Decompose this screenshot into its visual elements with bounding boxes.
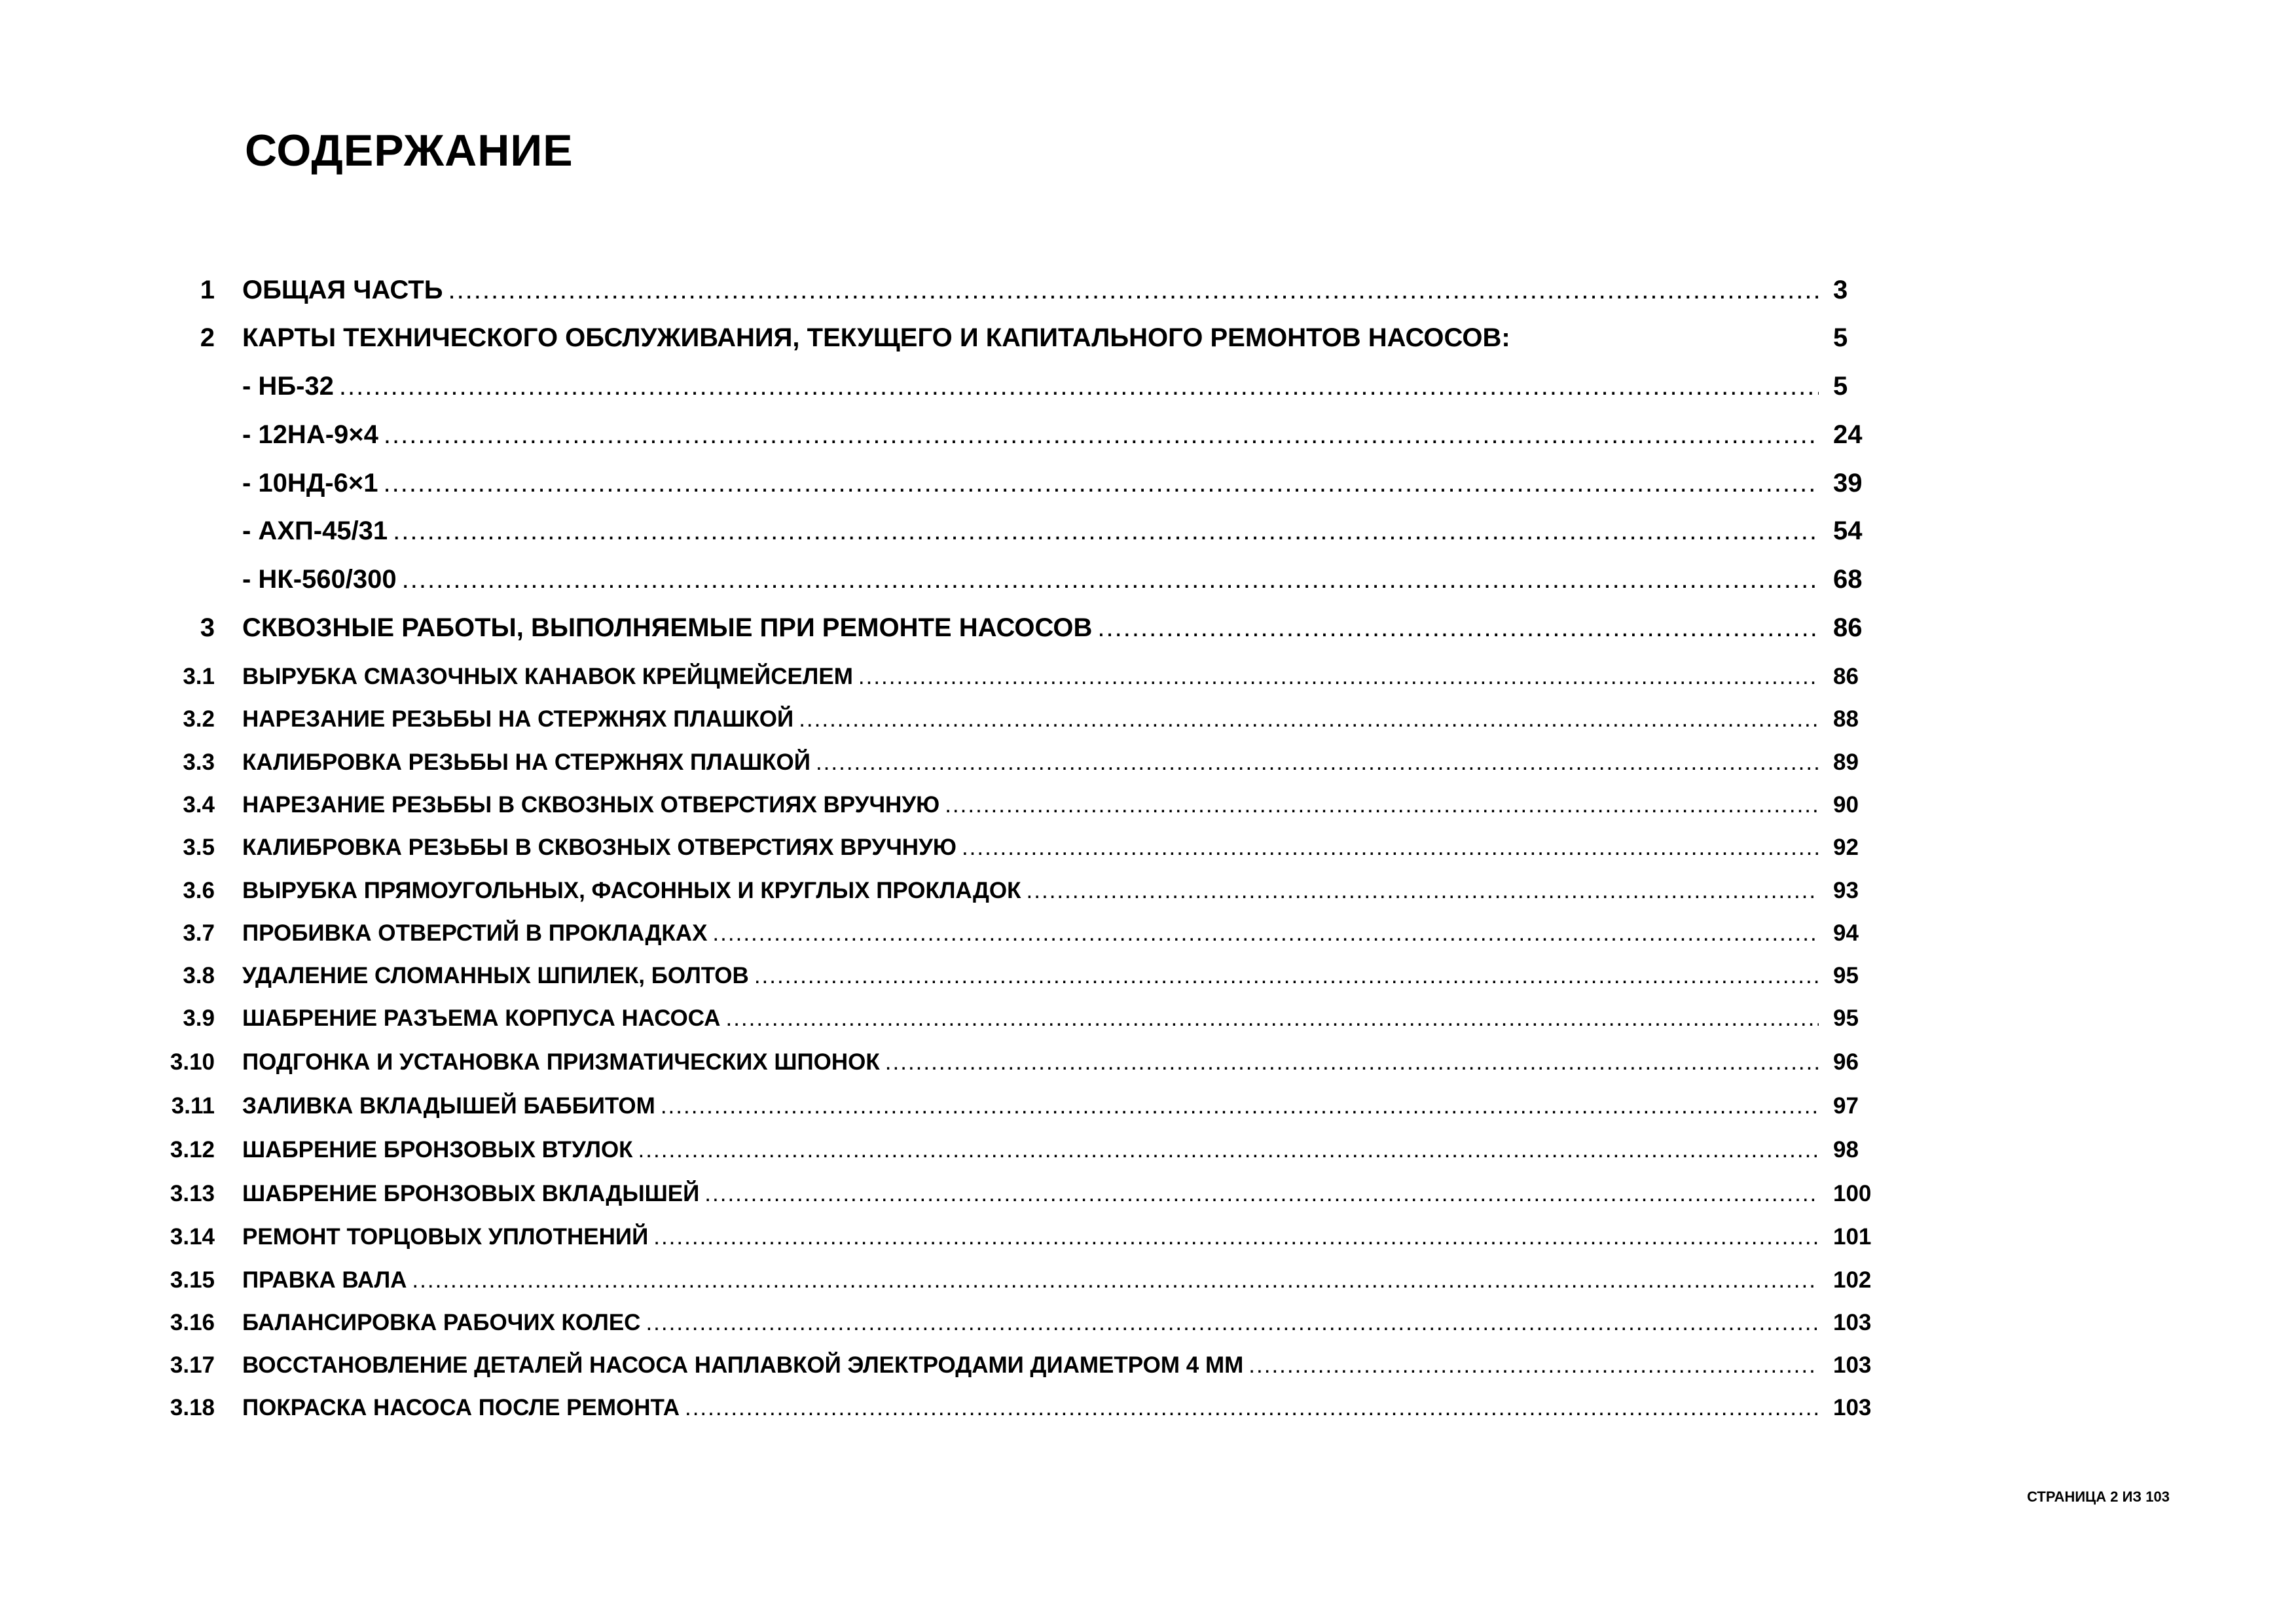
toc-entry-3-18[interactable] (0, 1394, 2296, 1422)
toc-entry-text (242, 515, 1819, 547)
toc-entry-label: РЕМОНТ ТОРЦОВЫХ УПЛОТНЕНИЙ (242, 1224, 649, 1250)
toc-entry-text (242, 1049, 1819, 1076)
toc-leader-dots (945, 791, 1819, 819)
toc-leader-dots (685, 1394, 1819, 1422)
toc-entry-text (242, 663, 1819, 691)
toc-entry-page: 103 (1833, 1352, 1872, 1378)
toc-entry-label: - НК-560/300 (242, 565, 397, 594)
toc-entry-label: ПРОБИВКА ОТВЕРСТИЙ В ПРОКЛАДКАХ (242, 920, 708, 946)
toc-entry-number: 3.5 (183, 835, 215, 860)
toc-entry-label: ШАБРЕНИЕ РАЗЪЕМА КОРПУСА НАСОСА (242, 1005, 721, 1031)
toc-entry-nk[interactable] (0, 564, 2296, 595)
toc-entry-page: 94 (1833, 920, 1859, 946)
toc-leader-dots (661, 1092, 1819, 1120)
toc-entry-page: 95 (1833, 1005, 1859, 1031)
toc-entry-number: 3.10 (170, 1049, 215, 1075)
toc-leader-dots (384, 419, 1819, 450)
toc-entry-3-2[interactable] (0, 706, 2296, 733)
toc-entry-text (242, 834, 1819, 861)
toc-entry-text (242, 877, 1819, 905)
toc-leader-dots (653, 1223, 1819, 1251)
toc-entry-label: ВОССТАНОВЛЕНИЕ ДЕТАЛЕЙ НАСОСА НАПЛАВКОЙ ЭЛЕКТРОДАМИ ДИАМЕТРОМ 4 ММ (242, 1352, 1244, 1378)
toc-entry-3-8[interactable] (0, 962, 2296, 990)
toc-entry-page: 89 (1833, 749, 1859, 775)
toc-leader-dots (638, 1136, 1819, 1164)
toc-entry-text (242, 1309, 1819, 1337)
toc-entry-page: 103 (1833, 1395, 1872, 1420)
toc-entry-label: ПОДГОНКА И УСТАНОВКА ПРИЗМАТИЧЕСКИХ ШПОНОК (242, 1049, 880, 1075)
toc-entry-3-1[interactable] (0, 663, 2296, 691)
toc-entry-label: КАЛИБРОВКА РЕЗЬБЫ НА СТЕРЖНЯХ ПЛАШКОЙ (242, 749, 811, 775)
toc-leader-dots (393, 515, 1819, 547)
toc-entry-text (242, 791, 1819, 819)
toc-entry-text (242, 1267, 1819, 1294)
toc-entry-label: - 12НА-9×4 (242, 420, 378, 449)
toc-entry-label: - НБ-32 (242, 372, 334, 401)
toc-entry-page: 86 (1833, 664, 1859, 689)
toc-entry-number: 3 (200, 613, 215, 642)
toc-entry-text (242, 370, 1819, 402)
toc-entry-label: БАЛАНСИРОВКА РАБОЧИХ КОЛЕС (242, 1310, 641, 1335)
toc-entry-text (242, 962, 1819, 990)
toc-entry-text (242, 920, 1819, 947)
toc-leader-dots (799, 706, 1819, 733)
toc-entry-number: 1 (200, 276, 215, 304)
toc-entry-3[interactable] (0, 612, 2296, 643)
toc-entry-10nd[interactable] (0, 467, 2296, 499)
toc-entry-page: 86 (1833, 613, 1863, 642)
toc-entry-page: 3 (1833, 276, 1848, 304)
toc-entry-label: ШАБРЕНИЕ БРОНЗОВЫХ ВКЛАДЫШЕЙ (242, 1181, 700, 1206)
toc-entry-3-7[interactable] (0, 920, 2296, 947)
toc-entry-3-17[interactable] (0, 1352, 2296, 1379)
toc-entry-3-13[interactable] (0, 1180, 2296, 1208)
toc-entry-text (242, 419, 1819, 450)
toc-entry-number: 3.3 (183, 749, 215, 775)
toc-entry-3-10[interactable] (0, 1049, 2296, 1076)
toc-leader-dots (1097, 612, 1819, 643)
toc-leader-dots (712, 920, 1819, 947)
toc-entry-label: СКВОЗНЫЕ РАБОТЫ, ВЫПОЛНЯЕМЫЕ ПРИ РЕМОНТЕ НАСОСОВ (242, 613, 1093, 642)
toc-leader-dots (1027, 877, 1819, 905)
toc-entry-number: 3.1 (183, 664, 215, 689)
toc-entry-number: 3.18 (170, 1395, 215, 1420)
toc-entry-number: 3.4 (183, 792, 215, 818)
toc-entry-page: 103 (1833, 1310, 1872, 1335)
toc-entry-page: 5 (1833, 372, 1848, 401)
toc-entry-number: 3.2 (183, 706, 215, 732)
toc-entry-page: 68 (1833, 565, 1863, 594)
toc-entry-page: 92 (1833, 835, 1859, 860)
toc-entry-label: ОБЩАЯ ЧАСТЬ (242, 276, 443, 304)
toc-entry-3-15[interactable] (0, 1267, 2296, 1294)
toc-leader-dots (754, 962, 1819, 990)
toc-entry-label: НАРЕЗАНИЕ РЕЗЬБЫ НА СТЕРЖНЯХ ПЛАШКОЙ (242, 706, 794, 732)
toc-entry-page: 96 (1833, 1049, 1859, 1075)
toc-entry-number: 3.11 (171, 1093, 215, 1119)
toc-entry-text (242, 1223, 1819, 1251)
toc-entry-label: ВЫРУБКА СМАЗОЧНЫХ КАНАВОК КРЕЙЦМЕЙСЕЛЕМ (242, 664, 853, 689)
toc-entry-page: 101 (1833, 1224, 1872, 1250)
toc-entry-page: 93 (1833, 878, 1859, 903)
toc-entry-3-16[interactable] (0, 1309, 2296, 1337)
toc-entry-3-3[interactable] (0, 749, 2296, 776)
toc-entry-page: 88 (1833, 706, 1859, 732)
toc-entry-text (242, 274, 1819, 306)
toc-entry-label: - 10НД-6×1 (242, 469, 378, 497)
toc-entry-page: 95 (1833, 963, 1859, 988)
toc-entry-text (242, 1394, 1819, 1422)
toc-entry-number: 3.6 (183, 878, 215, 903)
toc-entry-number: 3.17 (170, 1352, 215, 1378)
toc-leader-dots (885, 1049, 1819, 1076)
toc-entry-number: 3.8 (183, 963, 215, 988)
toc-entry-number: 3.15 (170, 1267, 215, 1293)
toc-entry-label: - АХП-45/31 (242, 516, 388, 545)
toc-entry-label: ВЫРУБКА ПРЯМОУГОЛЬНЫХ, ФАСОННЫХ И КРУГЛЫХ ПРОКЛАДОК (242, 878, 1021, 903)
toc-entry-3-9[interactable] (0, 1005, 2296, 1032)
toc-entry-page: 90 (1833, 792, 1859, 818)
toc-entry-text (242, 1005, 1819, 1032)
toc-entry-label: ПРАВКА ВАЛА (242, 1267, 407, 1293)
toc-entry-number: 3.14 (170, 1224, 215, 1250)
toc-leader-dots (962, 834, 1819, 861)
toc-entry-3-6[interactable] (0, 877, 2296, 905)
toc-leader-dots (646, 1309, 1819, 1337)
toc-entry-label: ЗАЛИВКА ВКЛАДЫШЕЙ БАББИТОМ (242, 1093, 655, 1119)
toc-entry-label: НАРЕЗАНИЕ РЕЗЬБЫ В СКВОЗНЫХ ОТВЕРСТИЯХ ВРУЧНУЮ (242, 792, 940, 818)
toc-entry-3-5[interactable] (0, 834, 2296, 861)
toc-entry-label: ПОКРАСКА НАСОСА ПОСЛЕ РЕМОНТА (242, 1395, 680, 1420)
toc-entry-label: КАРТЫ ТЕХНИЧЕСКОГО ОБСЛУЖИВАНИЯ, ТЕКУЩЕГО И КАПИТАЛЬНОГО РЕМОНТОВ НАСОСОВ: (242, 323, 1510, 352)
toc-entry-number: 3.9 (183, 1005, 215, 1031)
toc-entry-text (242, 1352, 1819, 1379)
toc-entry-number: 2 (200, 323, 215, 352)
toc-entry-1[interactable] (0, 274, 2296, 306)
page-number-footer: СТРАНИЦА 2 ИЗ 103 (2027, 1489, 2170, 1505)
toc-leader-dots (858, 663, 1819, 691)
toc-entry-page: 5 (1833, 323, 1848, 352)
toc-entry-page: 97 (1833, 1093, 1859, 1119)
toc-entry-page: 39 (1833, 469, 1863, 497)
toc-leader-dots (448, 274, 1819, 306)
toc-entry-text (242, 612, 1819, 643)
toc-entry-text (242, 322, 1819, 353)
toc-entry-3-14[interactable] (0, 1223, 2296, 1251)
toc-entry-ahp[interactable] (0, 515, 2296, 547)
toc-leader-dots (1248, 1352, 1819, 1379)
toc-entry-page: 102 (1833, 1267, 1872, 1293)
toc-entry-3-11[interactable] (0, 1092, 2296, 1120)
toc-entry-page: 24 (1833, 420, 1863, 449)
toc-entry-text (242, 564, 1819, 595)
toc-leader-dots (402, 564, 1819, 595)
toc-entry-label: УДАЛЕНИЕ СЛОМАННЫХ ШПИЛЕК, БОЛТОВ (242, 963, 749, 988)
toc-entry-text (242, 1180, 1819, 1208)
toc-entry-text (242, 749, 1819, 776)
toc-entry-page: 98 (1833, 1137, 1859, 1163)
toc-entry-nb32[interactable] (0, 370, 2296, 402)
toc-entry-text (242, 706, 1819, 733)
toc-leader-dots (339, 370, 1819, 402)
toc-entry-3-12[interactable] (0, 1136, 2296, 1164)
toc-entry-label: КАЛИБРОВКА РЕЗЬБЫ В СКВОЗНЫХ ОТВЕРСТИЯХ ВРУЧНУЮ (242, 835, 957, 860)
toc-leader-dots (816, 749, 1819, 776)
toc-leader-dots (704, 1180, 1819, 1208)
toc-entry-2[interactable] (0, 322, 2296, 353)
toc-entry-page: 100 (1833, 1181, 1872, 1206)
toc-leader-dots (383, 467, 1819, 499)
toc-entry-number: 3.12 (170, 1137, 215, 1163)
toc-entry-text (242, 1136, 1819, 1164)
toc-entry-number: 3.7 (183, 920, 215, 946)
toc-entry-3-4[interactable] (0, 791, 2296, 819)
toc-leader-dots (412, 1267, 1819, 1294)
toc-leader-dots (725, 1005, 1819, 1032)
toc-entry-page: 54 (1833, 516, 1863, 545)
toc-entry-number: 3.13 (170, 1181, 215, 1206)
page-title: СОДЕРЖАНИЕ (245, 126, 574, 175)
toc-entry-text (242, 467, 1819, 499)
toc-entry-number: 3.16 (170, 1310, 215, 1335)
toc-entry-label: ШАБРЕНИЕ БРОНЗОВЫХ ВТУЛОК (242, 1137, 633, 1163)
toc-entry-text (242, 1092, 1819, 1120)
toc-entry-12na[interactable] (0, 419, 2296, 450)
